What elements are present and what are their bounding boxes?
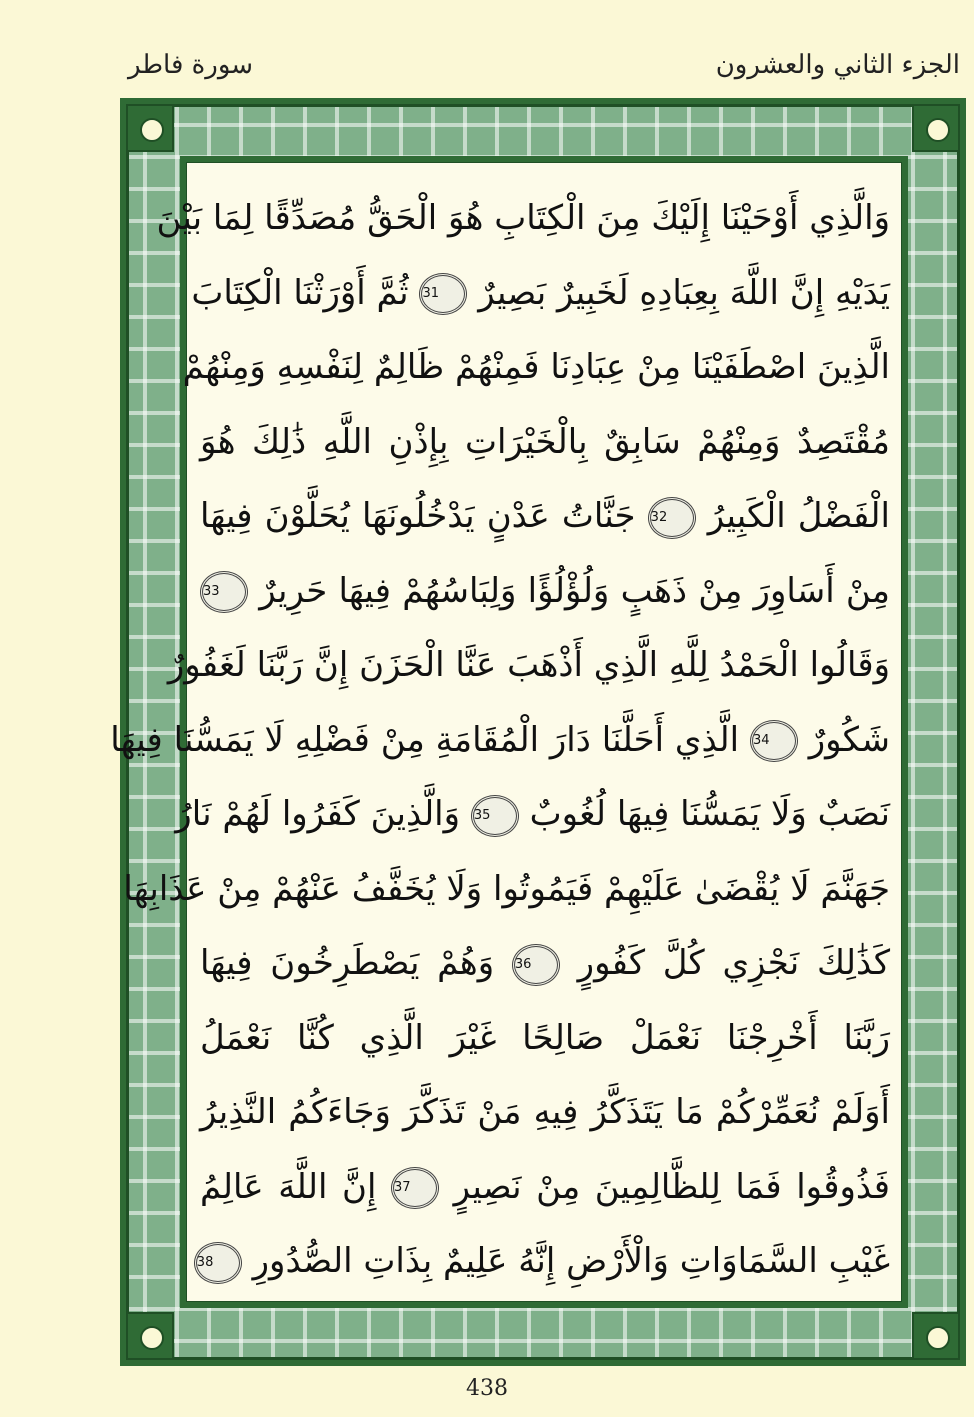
- text-line: [191, 253, 890, 333]
- text-line: [156, 178, 890, 258]
- line-text: أَوَلَمْ نُعَمِّرْكُمْ مَا يَتَذَكَّرُ فِيهِ مَنْ تَذَكَّرَ وَجَاءَكُمُ النَّذِيرُ: [200, 1092, 890, 1132]
- ayah-number-marker: 34: [750, 720, 798, 762]
- line-text: الْفَضْلُ الْكَبِيرُ: [707, 496, 890, 536]
- text-line: [200, 923, 890, 1003]
- text-line: [196, 1221, 890, 1301]
- ayah-number-marker: 35: [471, 795, 519, 837]
- line-text: الَّذِينَ اصْطَفَيْنَا مِنْ عِبَادِنَا فَمِنْهُمْ ظَالِمٌ لِنَفْسِهِ وَمِنْهُمْ: [182, 347, 890, 387]
- line-text: نَصَبٌ وَلَا يَمَسُّنَا فِيهَا لُغُوبٌ: [529, 794, 890, 834]
- text-line: [110, 700, 890, 780]
- line-text: فَذُوقُوا فَمَا لِلظَّالِمِينَ مِنْ نَصِيرٍ: [453, 1166, 890, 1207]
- corner-ornament: [126, 1312, 174, 1360]
- quran-text: [110, 178, 891, 1298]
- text-line: [175, 774, 890, 854]
- text-line: [200, 1147, 890, 1227]
- text-line: [200, 1072, 890, 1152]
- corner-ornament: [126, 104, 174, 152]
- ayah-number-marker: 31: [419, 273, 467, 315]
- line-text-continued: إِنَّ اللَّهَ عَالِمُ: [200, 1166, 377, 1207]
- text-line: [200, 998, 890, 1078]
- text-line: [167, 625, 890, 705]
- line-text: غَيْبِ السَّمَاوَاتِ وَالْأَرْضِ إِنَّهُ عَلِيمٌ بِذَاتِ الصُّدُورِ: [252, 1241, 890, 1281]
- line-text-continued: ثُمَّ أَوْرَثْنَا الْكِتَابَ: [191, 272, 409, 313]
- line-text: مُقْتَصِدٌ وَمِنْهُمْ سَابِقٌ بِالْخَيْرَاتِ بِإِذْنِ اللَّهِ ذَٰلِكَ هُوَ: [200, 421, 890, 462]
- text-line: [200, 476, 890, 556]
- juz-title: الجزء الثاني والعشرون: [715, 50, 960, 80]
- page-number: 438: [466, 1376, 508, 1401]
- surah-title: سورة فاطر: [128, 50, 254, 80]
- ayah-number-marker: 36: [512, 944, 560, 986]
- corner-ornament: [912, 104, 960, 152]
- ayah-number-marker: 32: [648, 497, 696, 539]
- text-line: [200, 551, 890, 631]
- line-text: جَهَنَّمَ لَا يُقْضَىٰ عَلَيْهِمْ فَيَمُوتُوا وَلَا يُخَفَّفُ عَنْهُمْ مِنْ عَذَابِهَا: [123, 868, 890, 909]
- line-text-continued: جَنَّاتُ عَدْنٍ يَدْخُلُونَهَا يُحَلَّوْنَ فِيهَا: [200, 496, 636, 536]
- ayah-number-marker: 38: [194, 1242, 242, 1284]
- line-text: وَالَّذِي أَوْحَيْنَا إِلَيْكَ مِنَ الْكِتَابِ هُوَ الْحَقُّ مُصَدِّقًا لِمَا بَيْنَ: [156, 198, 890, 238]
- ayah-number-marker: 37: [391, 1167, 439, 1209]
- line-text: يَدَيْهِ إِنَّ اللَّهَ بِعِبَادِهِ لَخَبِيرٌ بَصِيرٌ: [478, 272, 890, 313]
- ayah-number-marker: 33: [200, 571, 248, 613]
- page-header: [128, 44, 960, 90]
- line-text: كَذَٰلِكَ نَجْزِي كُلَّ كَفُورٍ: [577, 943, 891, 983]
- line-text: رَبَّنَا أَخْرِجْنَا نَعْمَلْ صَالِحًا غَيْرَ الَّذِي كُنَّا نَعْمَلُ: [200, 1017, 890, 1058]
- text-line: [182, 327, 890, 407]
- line-text: شَكُورٌ: [808, 719, 890, 760]
- line-text: وَقَالُوا الْحَمْدُ لِلَّهِ الَّذِي أَذْهَبَ عَنَّا الْحَزَنَ إِنَّ رَبَّنَا لَغَفُورٌ: [167, 645, 890, 685]
- line-text-continued: وَالَّذِينَ كَفَرُوا لَهُمْ نَارُ: [175, 794, 461, 834]
- line-text: مِنْ أَسَاوِرَ مِنْ ذَهَبٍ وَلُؤْلُؤًا وَلِبَاسُهُمْ فِيهَا حَرِيرٌ: [259, 570, 891, 611]
- line-text-continued: وَهُمْ يَصْطَرِخُونَ فِيهَا: [200, 943, 495, 983]
- text-line: [200, 402, 890, 482]
- line-text-continued: الَّذِي أَحَلَّنَا دَارَ الْمُقَامَةِ مِنْ فَضْلِهِ لَا يَمَسُّنَا فِيهَا: [110, 719, 740, 760]
- corner-ornament: [912, 1312, 960, 1360]
- text-line: [123, 849, 890, 929]
